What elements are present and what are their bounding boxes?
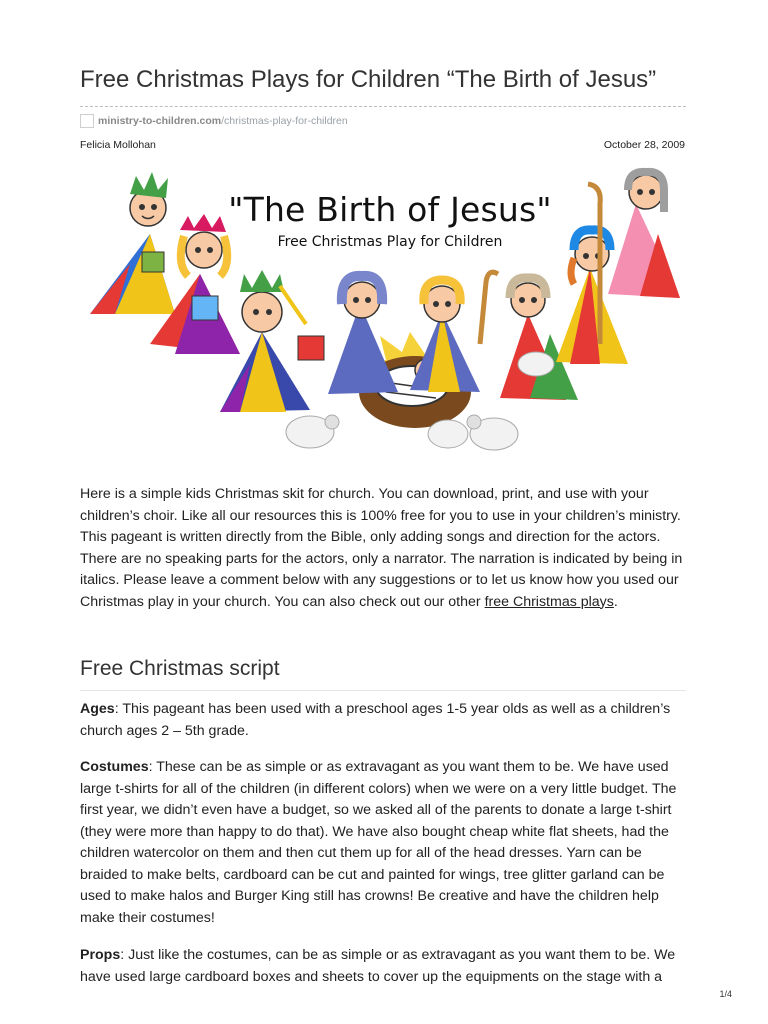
- hero-subtitle: Free Christmas Play for Children: [277, 234, 503, 250]
- title-divider: [80, 106, 686, 107]
- source-domain[interactable]: ministry-to-children.com: [98, 115, 222, 127]
- source-link[interactable]: [80, 112, 348, 130]
- costumes-paragraph: [80, 757, 688, 929]
- sheep: [428, 420, 468, 448]
- section-heading: Free Christmas script: [80, 657, 280, 680]
- ages-text: : This pageant has been used with a preschool ages 1-5 year olds as well as a children’s church ages 2 – 5th grade.: [80, 701, 671, 739]
- intro-paragraph: [80, 484, 688, 613]
- intro-end: .: [613, 593, 618, 610]
- section-divider: [80, 690, 686, 691]
- author-name: Felicia Mollohan: [80, 139, 156, 151]
- hero-title: "The Birth of Jesus": [228, 190, 552, 229]
- source-path[interactable]: /christmas-play-for-children: [221, 115, 348, 127]
- ages-paragraph: [80, 699, 688, 742]
- props-text: : Just like the costumes, can be as simple or as extravagant as you want them to be. We have used large cardboard boxes and sheets to cover up the equipments on the stage with a: [80, 947, 676, 985]
- page-title: Free Christmas Plays for Children “The Birth of Jesus”: [80, 66, 657, 93]
- free-christmas-plays-link[interactable]: free Christmas plays: [484, 593, 614, 610]
- hero-illustration: [80, 164, 688, 466]
- costumes-label: Costumes: [80, 759, 149, 775]
- sheep: [518, 352, 554, 376]
- page-number: 1/4: [719, 989, 732, 999]
- ages-label: Ages: [80, 701, 115, 717]
- costumes-text: : These can be as simple or as extravagant as you want them to be. We have used large t-shirts for all of the children (in different colors) when we were on a very little budget. The first year, we didn’t even have a budget, so we asked all of the parents to donate a large t-shirt (they were more than happy to do that). We have also bought cheap white flat sheets, had the children watercolor on them and then cut them up for all of the head dresses. Yarn can be braided to make belts, cardboard can be cut and painted for wings, tree glitter garland can be used to make halos and Burger King still has crowns! Be creative and have the children help make their costumes!: [80, 759, 677, 926]
- intro-text: Here is a simple kids Christmas skit for church. You can download, print, and use with your children’s choir. Like all our resources this is 100% free for you to use in your children’s ministry. This pageant is written directly from the Bible, only adding songs and direction for the actors. There are no speaking parts for the actors, only a narrator. The narration is indicated by being in italics. Please leave a comment below with any suggestions or to let us know how you used our Christmas play in your church. You can also check out our other: [80, 486, 683, 610]
- publish-date: October 28, 2009: [603, 139, 685, 151]
- props-label: Props: [80, 947, 121, 963]
- favicon-icon: [80, 114, 94, 128]
- props-paragraph: [80, 945, 688, 988]
